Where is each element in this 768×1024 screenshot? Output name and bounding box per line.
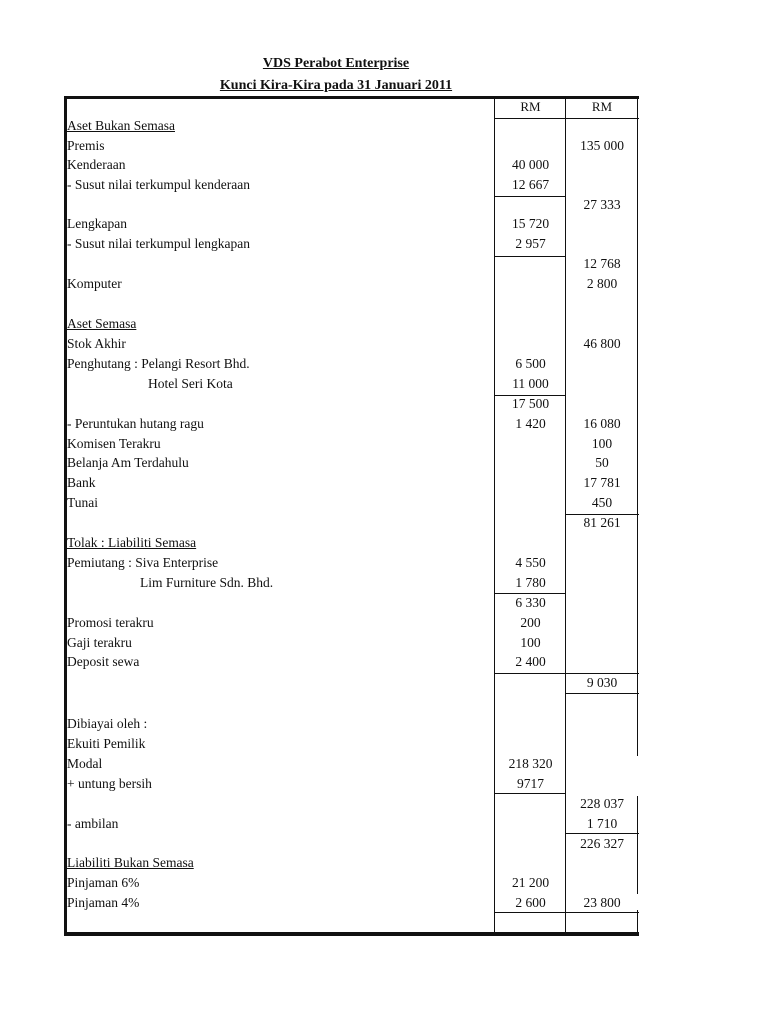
row-value-rm-2: 81 261 — [583, 515, 621, 530]
row-label: Gaji terakru — [67, 635, 132, 650]
row-label: Deposit sewa — [67, 654, 140, 669]
row-label: Tolak : Liabiliti Semasa — [67, 535, 197, 550]
document-subtitle: Kunci Kira-Kira pada 31 Januari 2011 — [219, 78, 453, 93]
row-label: Pinjaman 4% — [67, 895, 140, 910]
row-value-rm-1: 2 400 — [515, 654, 546, 669]
header-underline — [494, 118, 639, 119]
column-header-rm-1: RM — [520, 99, 541, 114]
column-divider-3c — [637, 910, 638, 936]
row-value-rm-1: 6 330 — [515, 595, 546, 610]
row-label: + untung bersih — [67, 776, 152, 791]
row-value-rm-1: 40 000 — [511, 157, 550, 172]
row-value-rm-2: 50 — [595, 455, 609, 470]
row-label: Hotel Seri Kota — [148, 376, 233, 391]
row-value-rm-2: 27 333 — [583, 197, 621, 212]
row-value-rm-2: 1 710 — [586, 816, 618, 831]
row-label: - Peruntukan hutang ragu — [67, 416, 204, 431]
row-value-rm-1: 200 — [520, 615, 541, 630]
row-label: Stok Akhir — [67, 336, 126, 351]
rule-7 — [565, 693, 639, 694]
row-label: Premis — [67, 138, 105, 153]
row-value-rm-1: 218 320 — [508, 756, 553, 771]
row-label: Aset Semasa — [67, 316, 137, 331]
row-label: Tunai — [67, 495, 99, 510]
row-label: Ekuiti Pemilik — [67, 736, 146, 751]
row-label: Modal — [67, 756, 103, 771]
row-label: Promosi terakru — [67, 615, 154, 630]
rule-1 — [494, 196, 566, 197]
row-label: Aset Bukan Semasa — [67, 118, 175, 133]
row-value-rm-1: 21 200 — [511, 875, 550, 890]
row-value-rm-2: 16 080 — [583, 416, 621, 431]
row-value-rm-2: 17 781 — [583, 475, 621, 490]
table-bottom-border — [64, 932, 639, 936]
row-value-rm-2: 450 — [591, 495, 613, 510]
row-value-rm-2: 23 800 — [583, 895, 621, 910]
row-value-rm-2: 12 768 — [583, 256, 621, 271]
row-value-rm-1: 1 780 — [515, 575, 546, 590]
row-value-rm-2: 46 800 — [583, 336, 621, 351]
row-value-rm-2: 2 800 — [586, 276, 618, 291]
row-label: Bank — [67, 475, 96, 490]
row-value-rm-2: 226 327 — [580, 836, 624, 851]
document-title: VDS Perabot Enterprise — [262, 56, 410, 71]
row-value-rm-1: 15 720 — [511, 216, 550, 231]
row-label: Lim Furniture Sdn. Bhd. — [140, 575, 274, 590]
rule-2 — [494, 256, 566, 257]
row-value-rm-2: 228 037 — [580, 796, 624, 811]
row-value-rm-1: 6 500 — [515, 356, 546, 371]
row-value-rm-2: 135 000 — [580, 138, 624, 153]
row-label: Belanja Am Terdahulu — [67, 455, 189, 470]
row-value-rm-1: 17 500 — [511, 396, 550, 411]
row-value-rm-1: 4 550 — [515, 555, 546, 570]
row-value-rm-1: 100 — [520, 635, 541, 650]
row-label: - Susut nilai terkumpul kenderaan — [67, 177, 250, 192]
row-label: Dibiayai oleh : — [67, 716, 148, 731]
row-value-rm-2: 9 030 — [586, 675, 618, 690]
row-value-rm-2: 100 — [591, 436, 613, 451]
row-label: - ambilan — [67, 816, 119, 831]
row-value-rm-1: 2 957 — [515, 236, 546, 251]
row-label: Penghutang : Pelangi Resort Bhd. — [67, 356, 250, 371]
row-value-rm-1: 9717 — [517, 776, 544, 791]
row-value-rm-1: 11 000 — [512, 376, 549, 391]
column-header-rm-2: RM — [591, 99, 613, 114]
row-label: Pinjaman 6% — [67, 875, 140, 890]
row-label: Lengkapan — [67, 216, 127, 231]
row-value-rm-1: 2 600 — [515, 895, 546, 910]
row-label: Pemiutang : Siva Enterprise — [67, 555, 219, 570]
row-label: Komputer — [67, 276, 122, 291]
row-label: Kenderaan — [67, 157, 126, 172]
row-value-rm-1: 12 667 — [511, 177, 550, 192]
row-value-rm-1: 1 420 — [515, 416, 546, 431]
row-label: - Susut nilai terkumpul lengkapan — [67, 236, 250, 251]
row-label: Liabiliti Bukan Semasa — [67, 855, 194, 870]
row-label: Komisen Terakru — [67, 436, 161, 451]
